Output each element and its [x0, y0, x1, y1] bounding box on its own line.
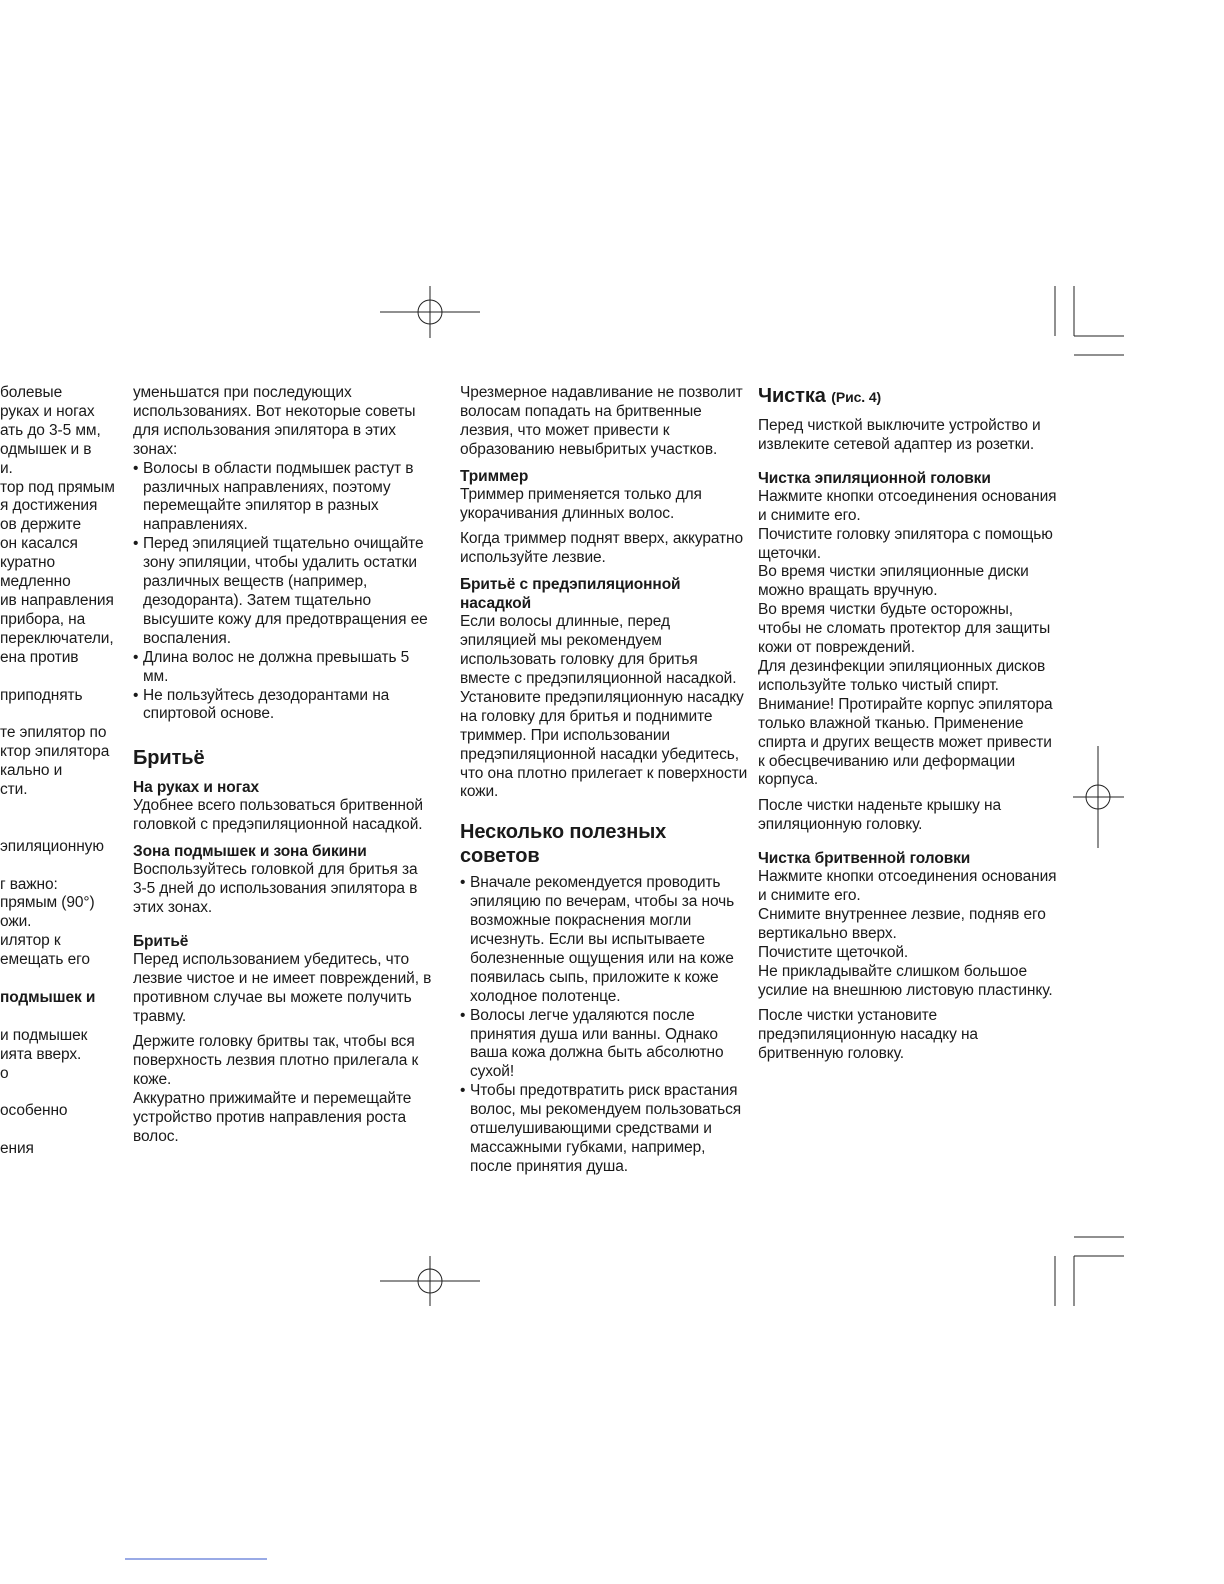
crop-mark-top-right [1055, 286, 1124, 355]
cropped-line [0, 819, 120, 838]
registration-mark-bottom [380, 1256, 480, 1306]
cropped-line: ктор эпилятора [0, 743, 110, 761]
left-cropped-column [0, 384, 120, 1159]
paragraph: Если волосы длинные, перед эпиляцией мы рекомендуем использовать головку для бритья вместе с предэпиляционной насадкой. Установите предэпиляционную насадку на головку для бритья и поднимите триммер. При использовании предэпиляционной насадки убедитесь, что она плотно прилегает к поверхности кожи. [460, 613, 748, 801]
paragraph: Во время чистки эпиляционные диски можно вращать вручную. [758, 563, 1029, 600]
cropped-line: г важно: [0, 875, 58, 893]
subheading-trimmer: Триммер [460, 467, 529, 485]
cropped-line: и подмышек [0, 1026, 88, 1044]
cropped-line: тор под прямым [0, 478, 115, 496]
paragraph: Почистите головку эпилятора с помощью щеточки. [758, 525, 1053, 562]
paragraph: Чрезмерное надавливание не позволит волосам попадать на бритвенные лезвия, что может привести к образованию невыбритых участков. [460, 384, 743, 458]
cropped-line: особенно [0, 1102, 68, 1120]
list-item: • Волосы в области подмышек растут в различных направлениях, поэтому перемещайте эпилятор в разных направлениях. [133, 460, 433, 536]
paragraph: Перед чисткой выключите устройство и извлеките сетевой адаптер из розетки. [758, 417, 1041, 453]
cropped-line: кально и [0, 762, 63, 780]
paragraph: Внимание! Протирайте корпус эпилятора только влажной тканью. Применение спирта и других веществ может привести к обесцвечиванию или деформации корпуса. [758, 695, 1053, 789]
cropped-line: ията вверх. [0, 1045, 82, 1063]
paragraph: Держите головку бритвы так, чтобы вся поверхность лезвия плотно прилегала к коже. [133, 1033, 419, 1089]
cropped-line [0, 1084, 120, 1103]
cropped-line: переключатели, [0, 629, 114, 647]
paragraph: Для дезинфекции эпиляционных дисков используйте только чистый спирт. [758, 657, 1046, 694]
crop-mark-bottom-right [1055, 1237, 1124, 1306]
cropped-line [0, 800, 120, 819]
cropped-line [0, 857, 120, 876]
cropped-line: ать до 3-5 мм, [0, 421, 101, 439]
subheading-epilation-head-cleaning: Чистка эпиляционной головки [758, 469, 991, 487]
cropped-line: ена против [0, 648, 79, 666]
cropped-line: медленно [0, 573, 71, 591]
cropped-line: ов держите [0, 516, 82, 534]
list-item: • Вначале рекомендуется проводить эпиляцию по вечерам, чтобы за ночь возможные покраснения могли исчезнуть. Если вы испытываете болезненные ощущения или на коже появилась сыпь, приложите к коже холодное полотенце. [460, 874, 750, 1006]
useful-tips-list [460, 874, 750, 1177]
list-item: • Чтобы предотвратить риск врастания волос, мы рекомендуем пользоваться отшелушивающими средствами и массажными губками, например, после принятия душа. [460, 1082, 750, 1177]
cropped-line: эпиляционную [0, 837, 104, 855]
paragraph: Снимите внутреннее лезвие, подняв его вертикально вверх. [758, 905, 1046, 942]
column-cleaning [758, 384, 1058, 1064]
registration-mark-top [380, 286, 480, 338]
section-heading-cleaning [758, 384, 1058, 409]
cropped-line: руках и ногах [0, 402, 95, 420]
paragraph: Перед использованием убедитесь, что лезвие чистое и не имеет повреждений, в противном случае вы можете получить травму. [133, 950, 432, 1025]
subheading-arms-legs: На руках и ногах [133, 779, 260, 797]
cropped-line [0, 705, 120, 724]
paragraph: Во время чистки будьте осторожны, чтобы не сломать протектор для защиты кожи от повреждений. [758, 601, 1051, 657]
paragraph: Триммер применяется только для укорачивания длинных волос. [460, 485, 702, 522]
subheading-shaving: Бритьё [133, 932, 189, 950]
list-item: • Длина волос не должна превышать 5 мм. [133, 649, 433, 687]
cropped-line: болевые [0, 384, 63, 401]
cropped-line: сти. [0, 781, 28, 799]
cropped-line [0, 1121, 120, 1140]
cropped-line: он касался [0, 535, 78, 553]
paragraph: Нажмите кнопки отсоединения основания и снимите его. [758, 487, 1057, 524]
list-item: • Волосы легче удаляются после принятия душа или ванны. Однако ваша кожа должна быть абсолютно сухой! [460, 1007, 750, 1083]
paragraph: Воспользуйтесь головкой для бритья за 3-5 дней до использования эпилятора в этих зонах. [133, 861, 418, 916]
cropped-line: те эпилятор по [0, 724, 107, 742]
epilation-tips-list [133, 460, 433, 725]
cropped-line [0, 970, 120, 989]
paragraph: После чистки установите предэпиляционную насадку на бритвенную головку. [758, 1007, 978, 1063]
subheading-underarm-bikini: Зона подмышек и зона бикини [133, 843, 367, 861]
cropped-line: ожи. [0, 913, 32, 931]
intro-paragraph: уменьшатся при последующих использованиях. Вот некоторые советы для использования эпилятора в этих зонах: [133, 384, 416, 458]
column-epilation-tips-and-shaving [133, 384, 433, 1147]
cropped-line: ив направления [0, 591, 114, 609]
list-item: • Не пользуйтесь дезодорантами на спиртовой основе. [133, 687, 433, 725]
cropped-line: одмышек и в [0, 440, 92, 458]
section-heading-shaving: Бритьё [133, 747, 205, 770]
cropped-line: прямым (90°) [0, 894, 95, 912]
cleaning-title: Чистка [758, 385, 826, 407]
cropped-line: подмышек и [0, 989, 96, 1006]
paragraph: Удобнее всего пользоваться бритвенной головкой с предэпиляционной насадкой. [133, 797, 423, 834]
cropped-line: прибора, на [0, 610, 86, 628]
figure-reference: (Рис. 4) [831, 389, 882, 405]
paragraph: Почистите щеточкой. [758, 943, 909, 961]
paragraph: Нажмите кнопки отсоединения основания и снимите его. [758, 868, 1057, 905]
cropped-line: емещать его [0, 951, 90, 969]
cropped-line: илятор к [0, 932, 61, 950]
cropped-line: я достижения [0, 497, 98, 515]
cropped-line: ения [0, 1140, 34, 1158]
column-trimmer-and-tips [460, 384, 750, 1177]
list-item: • Перед эпиляцией тщательно очищайте зону эпиляции, чтобы удалить остатки различных веществ (например, дезодоранта). Затем тщательно высушите кожу для предотвращения ее воспаления. [133, 535, 433, 648]
cropped-line: и. [0, 459, 13, 477]
subheading-shaver-head-cleaning: Чистка бритвенной головки [758, 850, 971, 868]
paragraph: Когда триммер поднят вверх, аккуратно используйте лезвие. [460, 530, 744, 567]
section-heading-useful-tips: Несколько полезных советов [460, 821, 667, 868]
registration-mark-right [1073, 746, 1124, 848]
paragraph: После чистки наденьте крышку на эпиляционную головку. [758, 797, 1002, 834]
cropped-line [0, 668, 120, 687]
paragraph: Не прикладывайте слишком большое усилие на внешнюю листовую пластинку. [758, 962, 1053, 999]
cropped-line: о [0, 1064, 9, 1082]
cropped-line [0, 1008, 120, 1027]
cropped-line: приподнять [0, 686, 83, 704]
paragraph: Аккуратно прижимайте и перемещайте устройство против направления роста волос. [133, 1090, 412, 1145]
cropped-line: куратно [0, 554, 56, 572]
subheading-precap-shaving: Бритьё с предэпиляционной насадкой [460, 576, 681, 613]
